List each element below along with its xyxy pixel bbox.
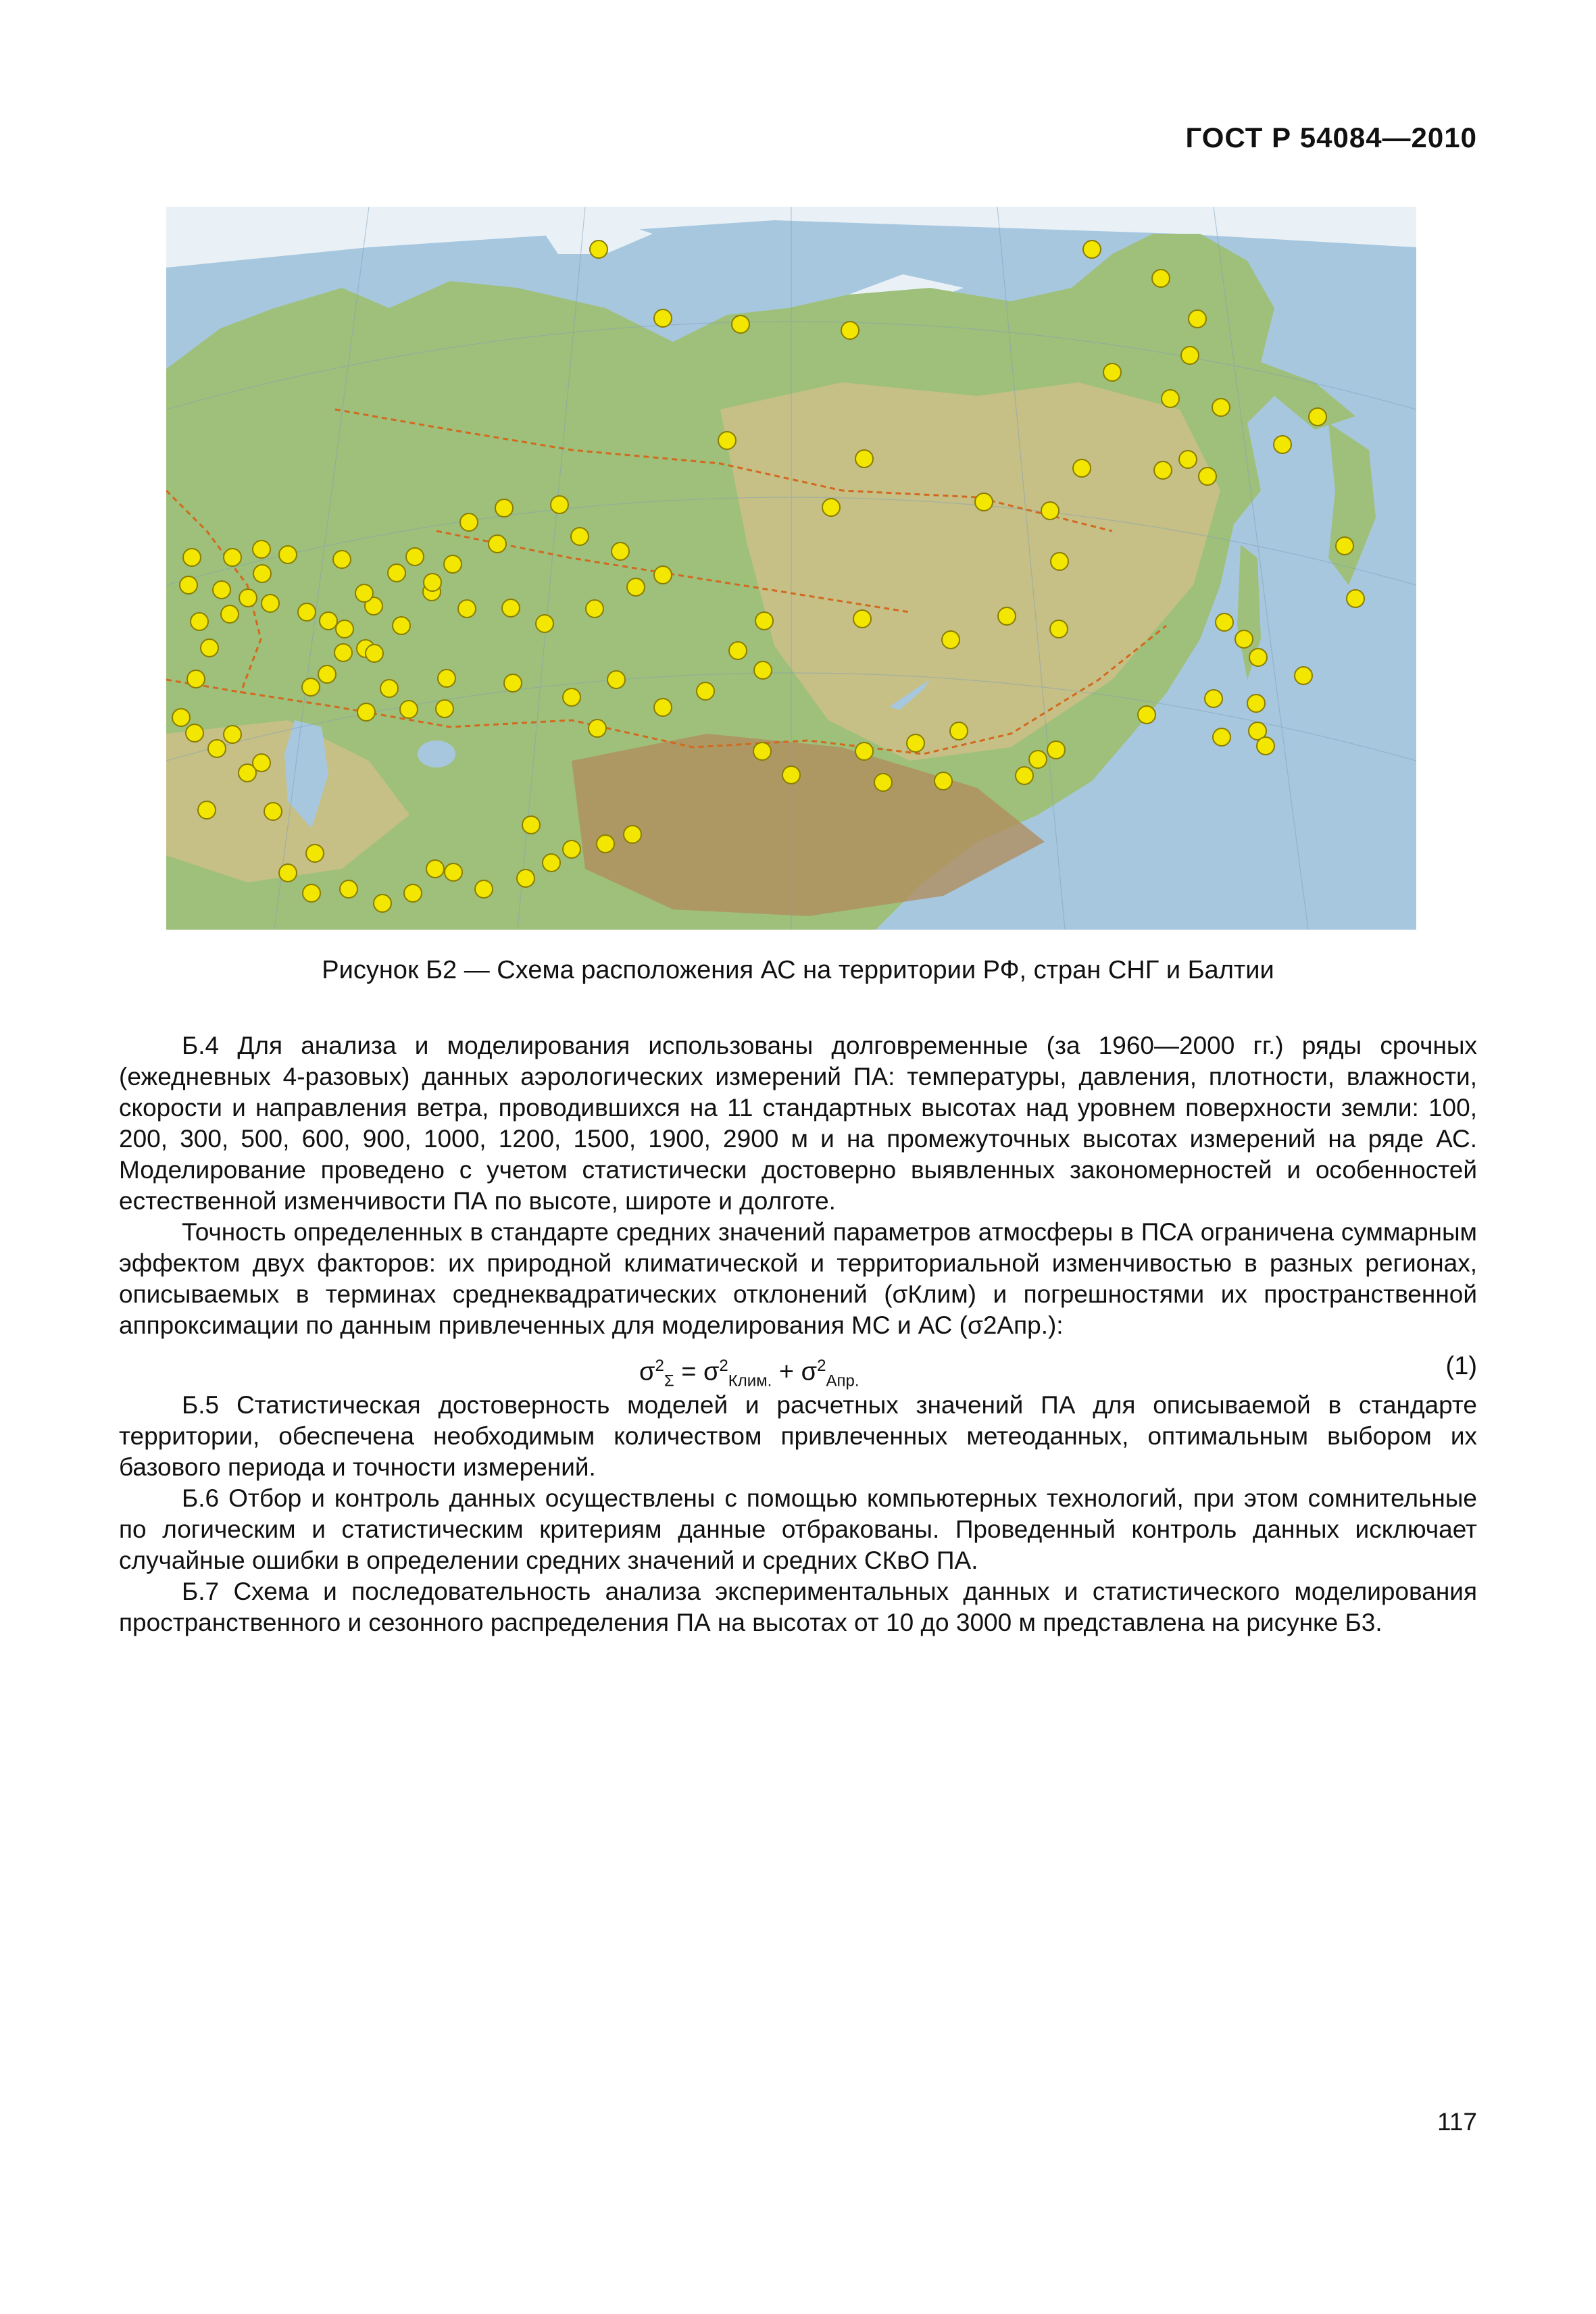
station-marker [841, 322, 859, 339]
station-marker [597, 835, 614, 853]
station-marker [1051, 553, 1068, 570]
station-marker [261, 595, 279, 612]
document-id: ГОСТ Р 54084—2010 [1185, 122, 1477, 153]
formula-expression: $\sigma^2_\Sigma = \sigma^2_{Клим.} + \sigma^2_{Апр.}$ [639, 1357, 859, 1390]
station-marker [1154, 461, 1172, 479]
station-marker [1189, 310, 1206, 328]
station-map [166, 207, 1416, 930]
station-marker [186, 724, 203, 742]
station-marker [239, 589, 257, 607]
station-marker [495, 499, 513, 517]
body-text [119, 1030, 1477, 1638]
station-marker [522, 816, 540, 834]
station-marker [1213, 728, 1230, 746]
station-marker [755, 612, 773, 630]
formula-number: (1) [1445, 1352, 1477, 1380]
station-marker [191, 613, 208, 630]
station-marker [855, 743, 873, 760]
station-marker [874, 774, 892, 791]
station-marker [1050, 620, 1068, 638]
station-marker [627, 578, 645, 596]
station-marker [624, 826, 641, 843]
paragraph-b6: Б.6 Отбор и контроль данных осуществлены с помощью компьютерных технологий, при этом сомнительные по логическим и статистическим критериям данные отбракованы. Проведенный контроль данных исключает случайные ошибки в определении средних значений и средних СКвО ПА. [119, 1484, 1477, 1574]
station-marker [1212, 399, 1230, 416]
station-marker [298, 603, 316, 621]
station-marker [654, 309, 672, 327]
station-marker [388, 564, 405, 582]
station-marker [697, 682, 714, 700]
figure-caption: Рисунок Б2 — Схема расположения АС на территории РФ, стран СНГ и Балтии [322, 956, 1274, 984]
station-marker [729, 642, 747, 659]
station-marker [436, 700, 453, 718]
station-marker [571, 528, 589, 545]
station-marker [406, 548, 424, 565]
station-marker [1162, 390, 1179, 407]
station-marker [183, 549, 201, 566]
station-marker [1205, 690, 1222, 707]
station-marker [754, 661, 772, 679]
station-marker [853, 610, 871, 628]
station-marker [187, 670, 205, 688]
station-marker [333, 551, 351, 568]
paragraph-accuracy: Точность определенных в стандарте средних значений параметров атмосферы в ПСА ограничена суммарным эффектом двух факторов: их природной климатической и территориальной изменчивостью в разных регионах, описываемых в терминах среднеквадратических отклонений (σКлим) и погрешностями их пространственной аппроксимации по данным привлеченных для моделирования МС и АС (σ2Апр.): [119, 1218, 1477, 1339]
station-marker [1041, 502, 1059, 520]
station-marker [563, 840, 580, 858]
station-marker [1249, 649, 1267, 666]
station-marker [855, 450, 873, 468]
station-marker [1047, 741, 1065, 759]
station-marker [1199, 468, 1216, 485]
station-marker [586, 600, 603, 618]
station-marker [445, 863, 462, 881]
station-marker [975, 493, 993, 511]
station-marker [1336, 537, 1353, 555]
station-marker [612, 543, 629, 560]
station-marker [502, 599, 520, 617]
station-marker [357, 703, 375, 721]
station-marker [1083, 241, 1101, 258]
station-marker [303, 884, 320, 902]
station-marker [950, 722, 968, 740]
station-marker [340, 880, 357, 898]
station-marker [318, 665, 336, 683]
station-marker [253, 540, 270, 558]
station-marker [380, 680, 398, 697]
station-marker [1179, 451, 1197, 468]
station-marker [489, 535, 506, 553]
station-marker [1016, 767, 1033, 784]
station-marker [1181, 347, 1199, 364]
station-marker [1073, 459, 1091, 477]
station-marker [934, 772, 952, 790]
station-marker [239, 764, 256, 782]
paragraph-b7: Б.7 Схема и последовательность анализа экспериментальных данных и статистического моделирования пространственного и сезонного распределения ПА на высотах от 10 до 3000 м представлена на рисунке Б3. [119, 1578, 1477, 1636]
station-marker [438, 670, 455, 687]
station-marker [213, 581, 230, 599]
station-marker [753, 743, 771, 760]
station-marker [1247, 695, 1265, 712]
station-marker [355, 584, 373, 602]
station-marker [732, 316, 749, 333]
station-marker [536, 615, 553, 632]
station-marker [517, 870, 534, 887]
station-marker [264, 803, 282, 820]
station-marker [1138, 706, 1155, 724]
station-marker [1295, 667, 1312, 684]
station-marker [460, 513, 478, 531]
station-marker [334, 644, 352, 661]
page-number: 117 [1437, 2108, 1477, 2136]
station-map-figure [166, 207, 1416, 930]
station-marker [393, 617, 410, 634]
station-marker [279, 546, 297, 563]
station-marker [1235, 630, 1253, 648]
station-marker [1103, 363, 1121, 381]
station-marker [1274, 436, 1291, 453]
station-marker [1029, 751, 1047, 768]
station-marker [543, 854, 560, 872]
station-marker [1257, 737, 1274, 755]
station-marker [224, 726, 241, 743]
station-marker [424, 574, 441, 591]
station-marker [1152, 270, 1170, 287]
station-marker [607, 671, 625, 688]
station-marker [563, 688, 580, 706]
station-marker [782, 766, 800, 784]
formula-1 [119, 1345, 1477, 1390]
station-marker [1216, 613, 1233, 631]
station-marker [201, 639, 218, 657]
station-marker [998, 607, 1016, 625]
station-marker [404, 884, 422, 902]
station-marker [320, 612, 337, 630]
map-aral-sea [418, 740, 455, 768]
station-marker [444, 555, 462, 573]
station-marker [458, 600, 476, 618]
station-marker [1309, 408, 1326, 426]
station-marker [302, 678, 320, 696]
station-marker [180, 576, 197, 594]
station-marker [942, 631, 959, 649]
station-marker [374, 895, 391, 912]
paragraph-b5: Б.5 Статистическая достоверность моделей и расчетных значений ПА для описываемой в стандарте территории, обеспечена необходимым количеством привлеченных метеоданных, оптимальным выбором их базового периода и точности измерений. [119, 1391, 1477, 1481]
paragraph-b4: Б.4 Для анализа и моделирования использованы долговременные (за 1960—2000 гг.) ряды срочных (ежедневных 4-разовых) данных аэрологических измерений ПА: температуры, давления, плотности, влажности, скорости и направления ветра, проводившихся на 11 стандартных высотах над уровнем поверхности земли: 100, 200, 300, 500, 600, 900, 1000, 1200, 1500, 1900, 2900 м и на промежуточных высотах измерений на ряде АС. Моделирование проведено с учетом статистически достоверно выявленных закономерностей и особенностей естественной изменчивости ПА по высоте, широте и долготе. [119, 1032, 1477, 1215]
station-marker [718, 432, 736, 449]
station-marker [366, 645, 383, 662]
station-marker [654, 566, 672, 584]
station-marker [172, 709, 190, 726]
station-marker [589, 720, 606, 737]
station-marker [221, 605, 239, 623]
station-marker [279, 864, 297, 882]
station-marker [224, 549, 241, 566]
station-marker [590, 241, 607, 258]
station-marker [907, 734, 924, 752]
station-marker [475, 880, 493, 898]
station-marker [822, 499, 840, 516]
station-marker [400, 701, 418, 718]
station-marker [654, 699, 672, 716]
station-marker [504, 674, 522, 692]
station-marker [253, 565, 271, 582]
station-marker [336, 620, 353, 638]
station-marker [208, 740, 226, 757]
station-marker [198, 801, 216, 819]
station-marker [551, 496, 568, 513]
station-marker [306, 845, 324, 862]
station-marker [1347, 590, 1364, 607]
station-marker [426, 860, 444, 878]
